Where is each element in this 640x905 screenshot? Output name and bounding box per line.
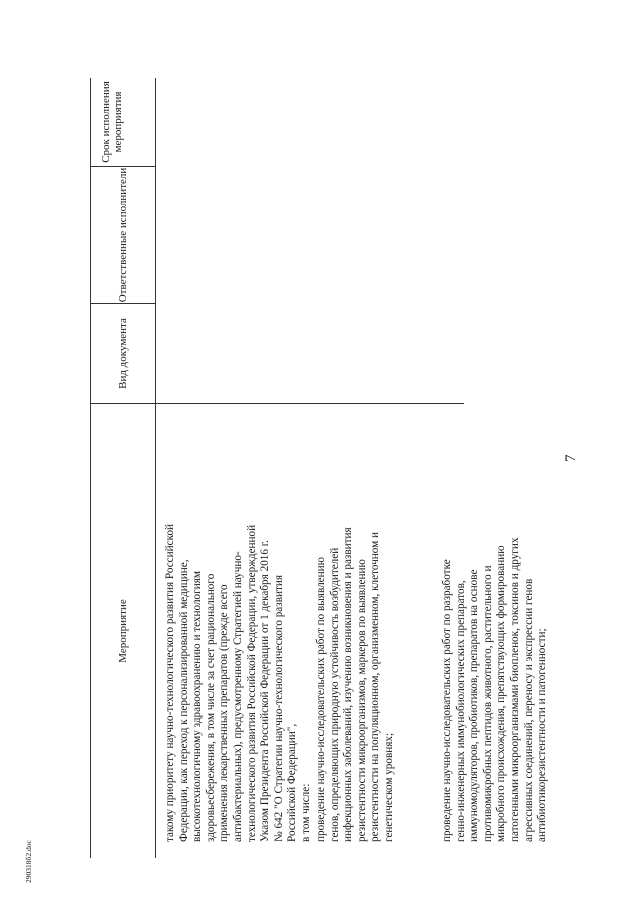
header-executors: Ответственные исполнители <box>91 166 155 303</box>
header-deadline: Срок исполнения мероприятия <box>100 81 124 163</box>
paragraph-preparations-research: проведение научно-исследовательских работ по разработке генно-инженерных иммунобиологических препаратов, иммуномодуляторов, пробиотиков, препаратов на основе противомикробных пептидов животного, растительного и микробного происхождения, препятствующих формированию патогенными микроорганизмами биопленок, токсинов и других агрессивных соединений, переносу и экспрессии генов антибиотикорезистентности и патогенности; <box>441 537 549 842</box>
document-code: 290318б2.doc <box>24 840 33 883</box>
page-number: 7 <box>563 454 579 462</box>
header-event: Мероприятие <box>91 403 155 858</box>
document-page <box>90 78 560 858</box>
table-header <box>90 78 156 858</box>
paragraph-intro: такому приоритету научно-технологического развития Российской Федерации, как переход к персонализированной медицине, высокотехнологичному здравоохранению и технологиям здоровьесбережения, в том числе за счет рационального применения лекарственных препаратов (прежде всего антибактериальных), предусмотренному Стратегией научно- технологического развития Российской Федерации, утвержденной Указом Президента Российской Федерации от 1 декабря 2016 г. № 642 "О Стратегии научно-технологического развития Российской Федерации", в том числе: <box>164 523 312 842</box>
header-doc-type: Вид документа <box>91 303 155 403</box>
paragraph-genes-research: проведение научно-исследовательских работ по выявлению генов, определяющих природную устойчивость возбудителей инфекционных заболеваний, изучению возникновения и развития резистентности микроорганизмов, маркеров по выявлению резистентности на популяционном, организменном, клеточном и генетическом уровнях; <box>315 527 395 842</box>
